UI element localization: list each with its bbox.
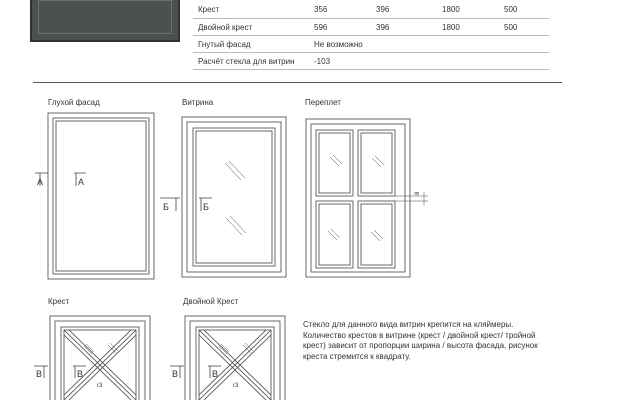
row-value-1: 356 xyxy=(309,0,371,19)
section-marker-right: В xyxy=(212,369,219,379)
radius-label: r3 xyxy=(233,383,239,389)
section-marker-right: В xyxy=(77,369,84,379)
section-marker-right: Б xyxy=(203,202,209,212)
glass-mounting-note: Стекло для данного вида витрин крепится на кляймеры. Количество крестов в витрине (крест / двойной крест/ тройной крест) зависит от пропорции ширина / высота фасада, рисунок креста стремится к квадрату. xyxy=(303,320,538,361)
row-value-1: -103 xyxy=(309,53,371,70)
row-name: Двойной крест xyxy=(193,19,309,36)
lattice-title: Переплет xyxy=(305,98,341,107)
row-value-1: 596 xyxy=(309,19,371,36)
section-marker-left: В xyxy=(172,369,179,379)
double-cross-title: Двойной Крест xyxy=(183,297,239,306)
cross-title: Крест xyxy=(48,297,70,306)
row-name: Крест xyxy=(193,0,309,19)
showcase-title: Витрина xyxy=(182,98,214,107)
row-value-2: 396 xyxy=(371,0,437,19)
section-marker-left: В xyxy=(36,369,43,379)
row-name: Расчёт стекла для витрин xyxy=(193,53,309,70)
double-cross-drawing xyxy=(170,316,285,400)
section-marker-left: Б xyxy=(163,202,169,212)
row-value-4: 500 xyxy=(499,19,549,36)
row-value-3: 1800 xyxy=(437,0,499,19)
section-marker-left: A xyxy=(37,177,44,187)
cross-drawing xyxy=(34,316,150,400)
blind-facade-title: Глухой фасад xyxy=(48,98,100,107)
section-marker-right: A xyxy=(78,177,85,187)
showcase-drawing xyxy=(160,117,286,277)
lattice-drawing xyxy=(306,119,428,277)
row-name: Гнутый фасад xyxy=(193,36,309,53)
row-value-1: Не возможно xyxy=(309,36,371,53)
mullion-dimension: 8 xyxy=(415,191,421,195)
row-value-2: 396 xyxy=(371,19,437,36)
radius-label: r3 xyxy=(97,383,103,389)
blind-facade-drawing xyxy=(35,113,154,279)
row-value-4: 500 xyxy=(499,0,549,19)
row-value-3: 1800 xyxy=(437,19,499,36)
